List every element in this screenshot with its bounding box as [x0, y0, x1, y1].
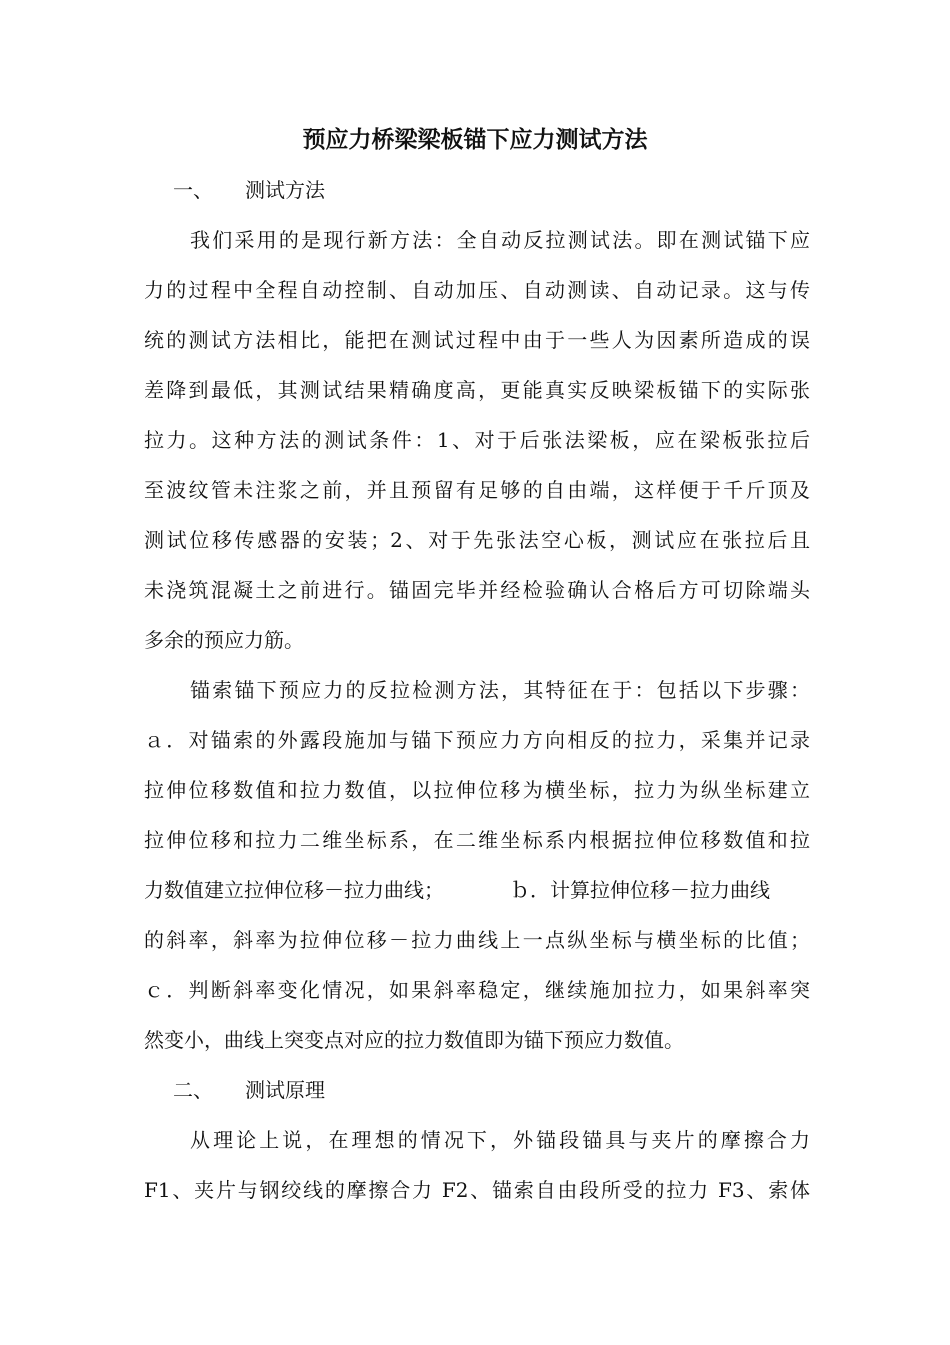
paragraph-line: 测试位移传感器的安装；2、对于先张法空心板，测试应在张拉后且 — [144, 528, 810, 552]
paragraph-line — [144, 875, 810, 905]
paragraph-line: 力的过程中全程自动控制、自动加压、自动测读、自动记录。这与传 — [144, 278, 810, 302]
section-heading-1 — [173, 175, 325, 205]
paragraph-line: 差降到最低，其测试结果精确度高，更能真实反映梁板锚下的实际张 — [144, 378, 810, 402]
paragraph-line: 多余的预应力筋。 — [144, 628, 304, 652]
paragraph-line: 至波纹管未注浆之前，并且预留有足够的自由端，这样便于千斤顶及 — [144, 478, 810, 502]
document-title: 预应力桥梁梁板锚下应力测试方法 — [302, 126, 648, 153]
paragraph-line: 从理论上说，在理想的情况下，外锚段锚具与夹片的摩擦合力 — [190, 1128, 810, 1152]
paragraph-line: 未浇筑混凝土之前进行。锚固完毕并经检验确认合格后方可切除端头 — [144, 578, 810, 602]
paragraph-line: 拉伸位移数值和拉力数值，以拉伸位移为横坐标，拉力为纵坐标建立 — [144, 778, 810, 802]
section-number: 二、 — [173, 1078, 213, 1102]
paragraph-line: 统的测试方法相比，能把在测试过程中由于一些人为因素所造成的误 — [144, 328, 810, 352]
paragraph-line: 拉伸位移和拉力二维坐标系，在二维坐标系内根据拉伸位移数值和拉 — [144, 828, 810, 852]
paragraph-line: F1、夹片与钢绞线的摩擦合力 F2、锚索自由段所受的拉力 F3、索体 — [144, 1178, 810, 1202]
step-b-start-text: ｂ．计算拉伸位移－拉力曲线 — [510, 878, 770, 902]
paragraph-line: 拉力。这种方法的测试条件：1、对于后张法梁板，应在梁板张拉后 — [144, 428, 810, 452]
paragraph-line: 的斜率，斜率为拉伸位移－拉力曲线上一点纵坐标与横坐标的比值； — [144, 928, 810, 952]
section-heading-2 — [173, 1075, 325, 1105]
section-title: 测试方法 — [245, 178, 325, 202]
section-title: 测试原理 — [245, 1078, 325, 1102]
paragraph-line: ａ．对锚索的外露段施加与锚下预应力方向相反的拉力，采集并记录 — [144, 728, 810, 752]
paragraph-line: ｃ．判断斜率变化情况，如果斜率稳定，继续施加拉力，如果斜率突 — [144, 978, 810, 1002]
paragraph-line: 锚索锚下预应力的反拉检测方法，其特征在于：包括以下步骤： — [190, 678, 810, 702]
paragraph-line: 然变小，曲线上突变点对应的拉力数值即为锚下预应力数值。 — [144, 1028, 684, 1052]
section-number: 一、 — [173, 178, 213, 202]
step-a-end-text: 力数值建立拉伸位移－拉力曲线； — [144, 878, 444, 902]
paragraph-line: 我们采用的是现行新方法：全自动反拉测试法。即在测试锚下应 — [190, 228, 810, 252]
